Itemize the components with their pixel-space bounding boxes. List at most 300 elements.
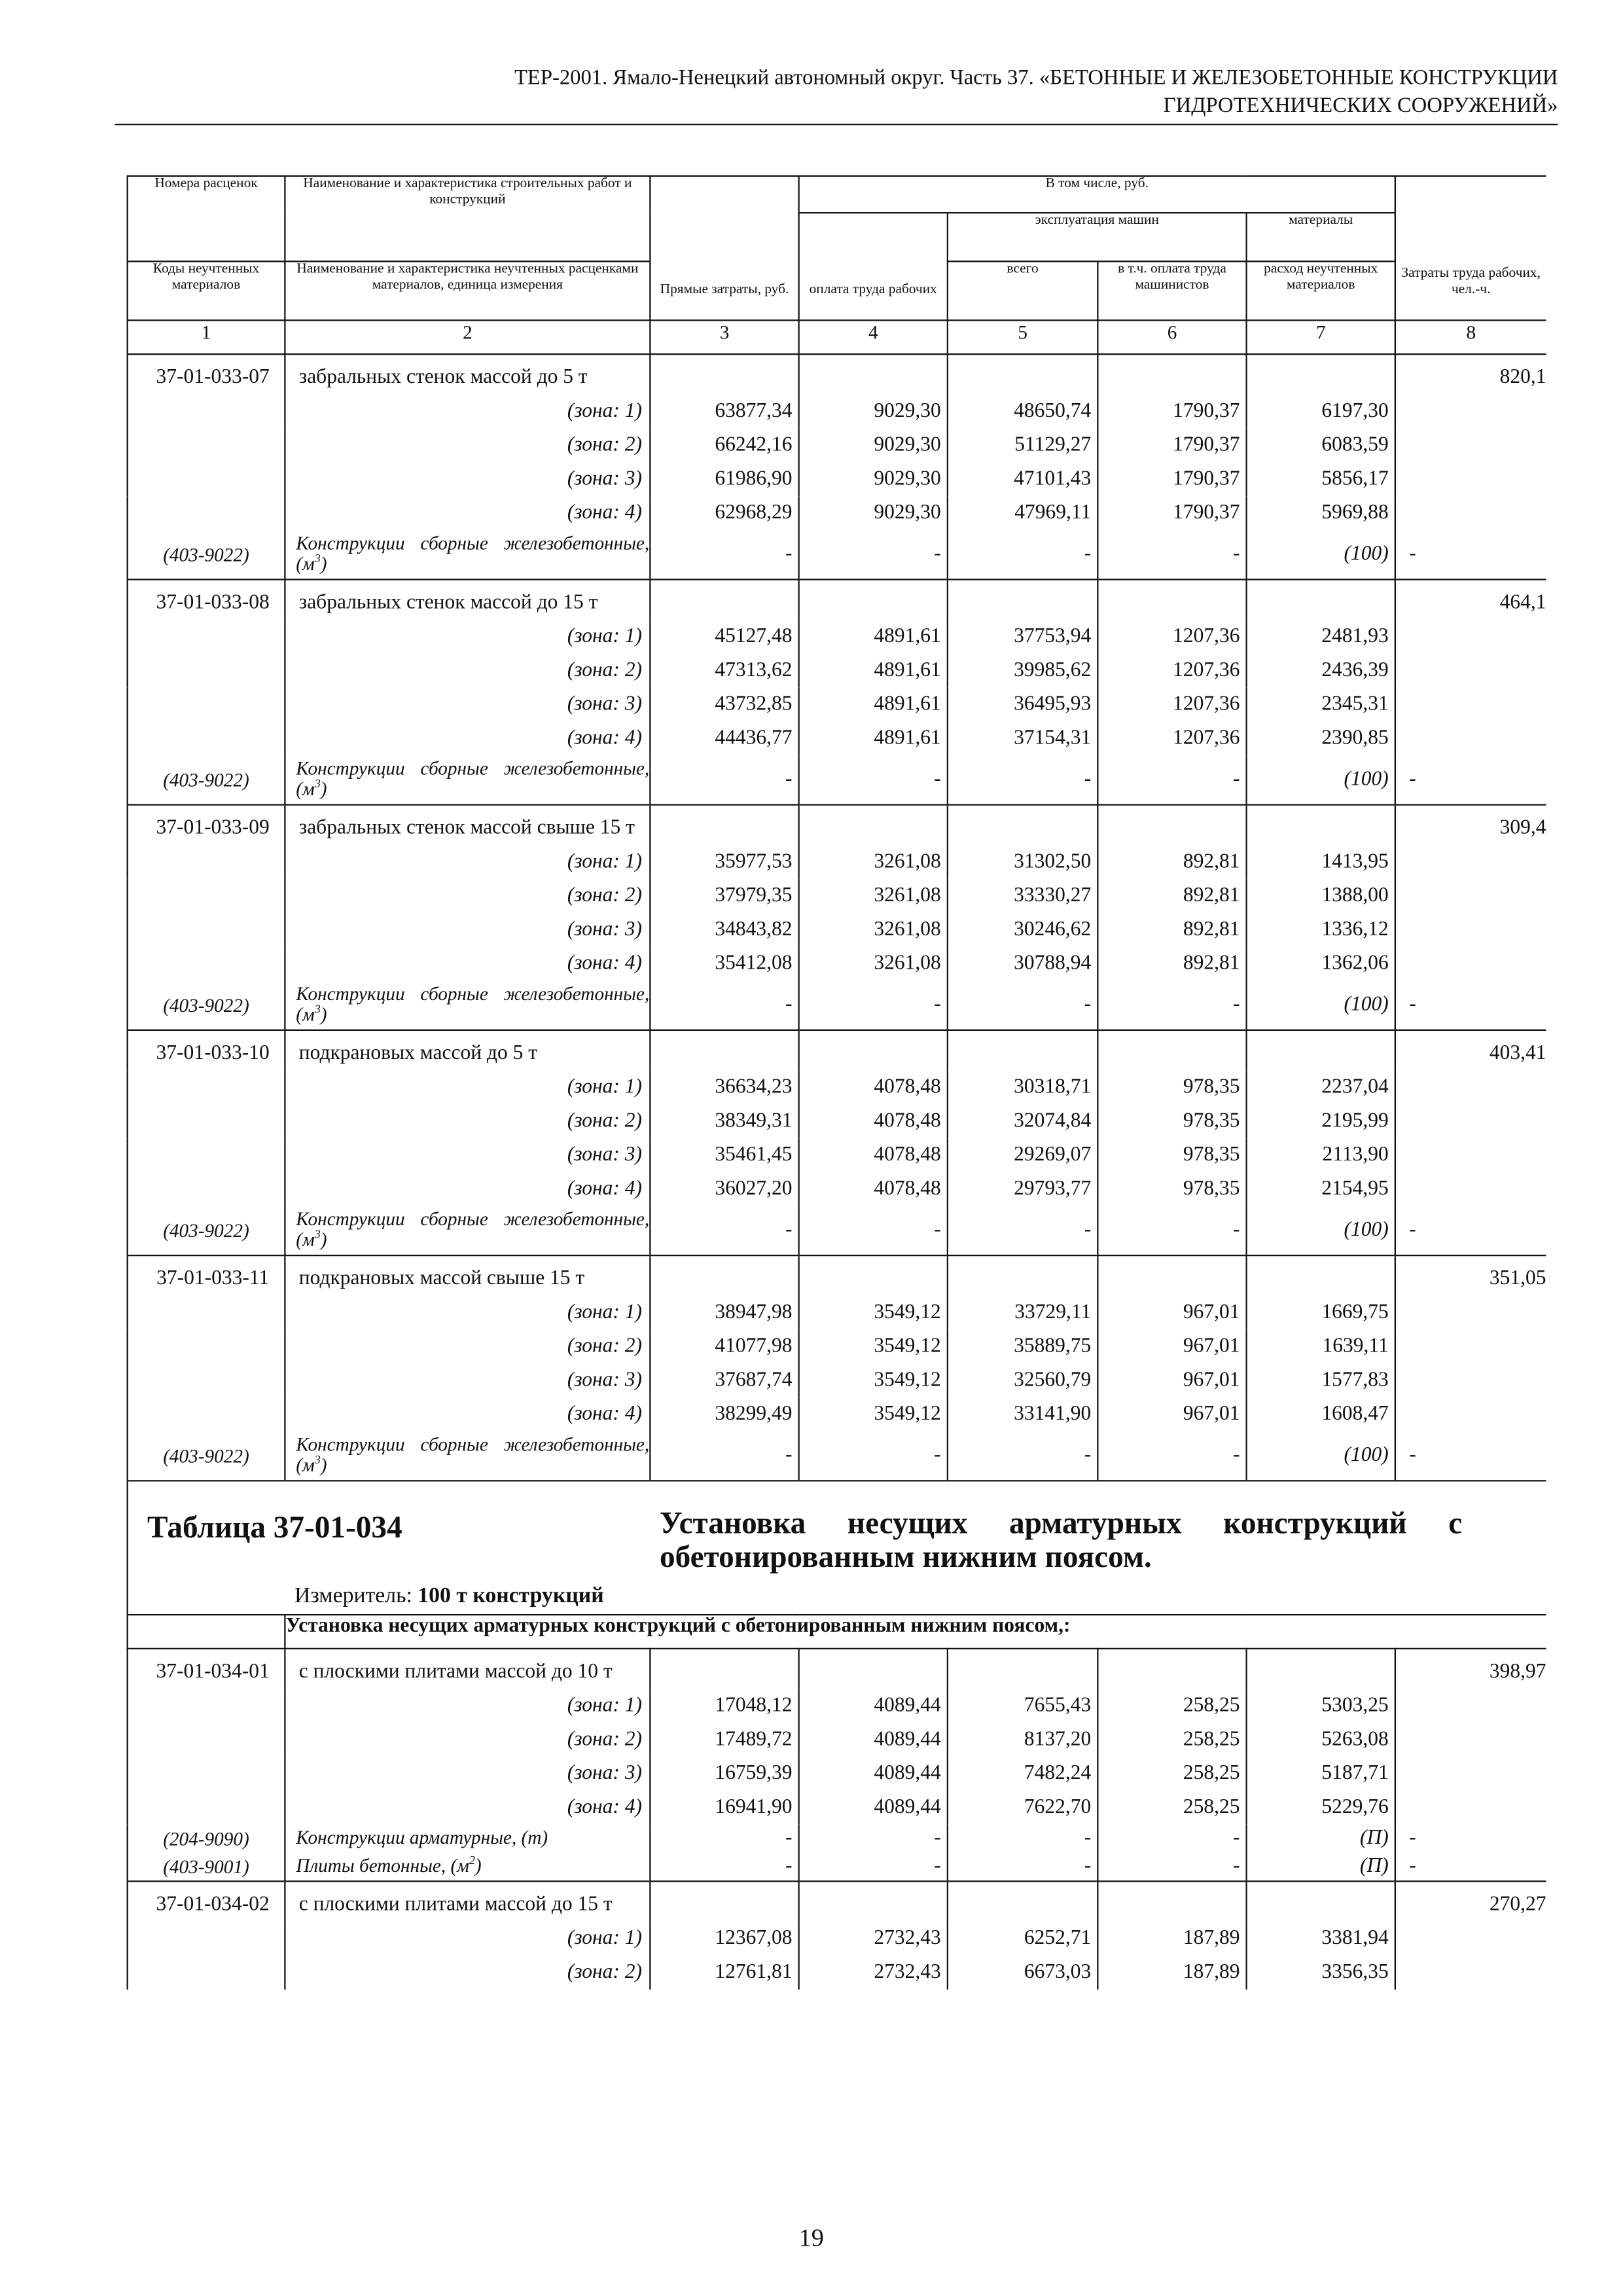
material-code: (403-9022) [128,755,285,804]
material-code: (403-9022) [128,981,285,1030]
zone-value: 3261,08 [799,947,948,981]
empty-cell [1395,1330,1546,1364]
zone-value: 4089,44 [799,1689,948,1723]
zone-row [128,463,1546,497]
empty-cell [1395,913,1546,947]
material-use: (100) [1247,981,1395,1030]
material-value: - [948,1825,1098,1853]
empty-cell [650,579,798,620]
zone-label: (зона: 2) [285,1330,650,1364]
zone-value: 7655,43 [948,1689,1098,1723]
empty-cell [128,846,285,880]
group-title: Установка несущих арматурных конструкций с обетонированным нижним поясом,: [285,1615,1546,1649]
section-heading-row [128,1480,1546,1615]
empty-cell [128,1138,285,1172]
empty-cell [128,1723,285,1757]
zone-value: 6673,03 [948,1956,1098,1990]
zone-row [128,620,1546,654]
material-unit-power: 3 [314,1227,321,1242]
empty-cell [1395,879,1546,913]
zone-value: 978,35 [1097,1138,1246,1172]
group-title-row [128,1615,1546,1649]
material-value: - [799,1431,948,1480]
empty-cell [128,879,285,913]
section-heading-cell [128,1480,1546,1615]
material-unit-power: 3 [314,777,321,791]
material-name-text: Конструкции сборные железобетонные, (м [296,1208,650,1251]
zone-value: 48650,74 [948,395,1098,429]
zone-value: 2732,43 [799,1922,948,1956]
zone-value: 3549,12 [799,1330,948,1364]
group-title-spacer [128,1615,285,1649]
rate-labor: 403,41 [1395,1030,1546,1071]
rate-title-row [128,579,1546,620]
empty-cell [948,1255,1098,1296]
zone-value: 36027,20 [650,1172,798,1206]
section-table-label: Таблица 37-01-034 [147,1509,402,1545]
zone-row [128,947,1546,981]
empty-cell [1395,722,1546,756]
material-value: - [1097,1825,1246,1853]
material-name-text: Конструкции сборные железобетонные, (м [296,531,650,575]
header-work-name: Наименование и характеристика строительных работ и конструкций [285,176,650,262]
material-code: (403-9001) [128,1853,285,1882]
zone-label: (зона: 1) [285,620,650,654]
material-name [285,1853,650,1882]
running-header-line-1: ТЕР-2001. Ямало-Ненецкий автономный округ. Часть 37. «БЕТОННЫЕ И ЖЕЛЕЗОБЕТОННЫЕ КОНСТРУКЦИИ [514,66,1558,90]
zone-label: (зона: 4) [285,496,650,530]
rate-labor: 820,1 [1395,354,1546,395]
column-number: 5 [948,320,1098,354]
material-labor: - [1395,981,1546,1030]
zone-value: 978,35 [1097,1071,1246,1105]
empty-cell [1097,1255,1246,1296]
empty-cell [1395,654,1546,688]
zone-value: 9029,30 [799,429,948,463]
zone-value: 1577,83 [1247,1364,1395,1398]
empty-cell [128,463,285,497]
zone-value: 4078,48 [799,1172,948,1206]
rate-code: 37-01-034-02 [128,1881,285,1922]
zone-value: 16941,90 [650,1791,798,1825]
zone-value: 3549,12 [799,1296,948,1330]
zone-value: 1669,75 [1247,1296,1395,1330]
material-value: - [1097,1853,1246,1882]
material-code: (403-9022) [128,1206,285,1255]
zone-value: 4891,61 [799,688,948,722]
material-row [128,1825,1546,1853]
empty-cell [948,354,1098,395]
material-unit-power: 2 [469,1854,475,1867]
rate-title-row [128,805,1546,846]
zone-value: 7622,70 [948,1791,1098,1825]
zone-value: 37979,35 [650,879,798,913]
material-name-end: ) [320,778,327,800]
empty-cell [1395,395,1546,429]
running-header [115,65,1558,121]
zone-value: 1639,11 [1247,1330,1395,1364]
zone-row [128,429,1546,463]
rate-name: забральных стенок массой до 5 т [285,354,650,395]
zone-value: 2345,31 [1247,688,1395,722]
empty-cell [128,947,285,981]
zone-value: 892,81 [1097,879,1246,913]
zone-value: 35461,45 [650,1138,798,1172]
zone-value: 35412,08 [650,947,798,981]
empty-cell [128,1757,285,1791]
section-heading-box [128,1482,1546,1615]
zone-label: (зона: 3) [285,1757,650,1791]
zone-row [128,1330,1546,1364]
material-value: - [948,1431,1098,1480]
empty-cell [1395,620,1546,654]
material-unit-power: 3 [314,552,321,565]
zone-value: 33330,27 [948,879,1098,913]
material-row [128,1206,1546,1255]
empty-cell [1395,1723,1546,1757]
material-use: (100) [1247,1431,1395,1480]
section-table-title: Установка несущих арматурных конструкций с обетонированным нижним поясом. [660,1505,1463,1575]
material-row [128,1431,1546,1480]
zone-value: 1207,36 [1097,688,1246,722]
column-number: 2 [285,320,650,354]
material-value: - [799,1825,948,1853]
zone-value: 3261,08 [799,913,948,947]
empty-cell [128,1689,285,1723]
zone-value: 1207,36 [1097,722,1246,756]
zone-row [128,722,1546,756]
material-value: - [1097,1206,1246,1255]
zone-value: 17048,12 [650,1689,798,1723]
column-number: 8 [1395,320,1546,354]
zone-row [128,395,1546,429]
zone-label: (зона: 4) [285,1172,650,1206]
zone-value: 5969,88 [1247,496,1395,530]
zone-value: 36495,93 [948,688,1098,722]
material-name [285,981,650,1030]
material-value: - [948,755,1098,804]
zone-row [128,1956,1546,1990]
rate-name: с плоскими плитами массой до 10 т [285,1649,650,1689]
zone-value: 1790,37 [1097,496,1246,530]
empty-cell [128,1172,285,1206]
zone-label: (зона: 2) [285,1105,650,1139]
zone-value: 1362,06 [1247,947,1395,981]
empty-cell [799,1030,948,1071]
empty-cell [948,1881,1098,1922]
material-value: - [799,1853,948,1882]
material-value: - [650,1825,798,1853]
zone-value: 2154,95 [1247,1172,1395,1206]
material-value: - [799,755,948,804]
empty-cell [1395,1397,1546,1431]
material-name [285,530,650,579]
material-use: (100) [1247,1206,1395,1255]
empty-cell [1395,1922,1546,1956]
zone-value: 2237,04 [1247,1071,1395,1105]
zone-row [128,1071,1546,1105]
rate-code: 37-01-033-07 [128,354,285,395]
empty-cell [1395,1105,1546,1139]
material-code: (204-9090) [128,1825,285,1853]
zone-value: 2436,39 [1247,654,1395,688]
zone-value: 47313,62 [650,654,798,688]
zone-value: 4089,44 [799,1723,948,1757]
empty-cell [128,1397,285,1431]
zone-value: 258,25 [1097,1689,1246,1723]
empty-cell [1395,846,1546,880]
zone-value: 17489,72 [650,1723,798,1757]
zone-value: 39985,62 [948,654,1098,688]
rate-title-row [128,1030,1546,1071]
empty-cell [128,913,285,947]
rate-name: забральных стенок массой свыше 15 т [285,805,650,846]
material-row [128,981,1546,1030]
header-rule [115,124,1558,125]
zone-value: 4891,61 [799,620,948,654]
zone-value: 4078,48 [799,1105,948,1139]
zone-row [128,1105,1546,1139]
material-name [285,755,650,804]
zone-value: 5187,71 [1247,1757,1395,1791]
zone-label: (зона: 1) [285,846,650,880]
zone-label: (зона: 3) [285,913,650,947]
zone-value: 2195,99 [1247,1105,1395,1139]
material-unit-power: 3 [314,1453,321,1467]
zone-value: 187,89 [1097,1956,1246,1990]
material-row [128,755,1546,804]
zone-value: 2113,90 [1247,1138,1395,1172]
zone-value: 2481,93 [1247,620,1395,654]
table-header-row-1 [128,176,1546,213]
zone-label: (зона: 2) [285,879,650,913]
zone-value: 30246,62 [948,913,1098,947]
material-name-end: ) [320,1228,327,1251]
zone-value: 33729,11 [948,1296,1098,1330]
empty-cell [128,1296,285,1330]
material-value: - [799,1206,948,1255]
zone-value: 41077,98 [650,1330,798,1364]
empty-cell [1395,688,1546,722]
section-meter-value: 100 т конструкций [418,1585,604,1608]
material-value: - [1097,755,1246,804]
header-unaccounted-codes: Коды неучтенных материалов [128,261,285,320]
zone-label: (зона: 4) [285,1791,650,1825]
zone-label: (зона: 2) [285,429,650,463]
zone-row [128,846,1546,880]
column-number: 7 [1247,320,1395,354]
material-labor: - [1395,1853,1546,1882]
rate-title-row [128,1881,1546,1922]
empty-cell [128,1364,285,1398]
empty-cell [1395,1791,1546,1825]
material-value: - [799,981,948,1030]
zone-value: 5229,76 [1247,1791,1395,1825]
material-labor: - [1395,755,1546,804]
zone-value: 36634,23 [650,1071,798,1105]
header-including: В том числе, руб. [799,176,1395,213]
empty-cell [1247,579,1395,620]
empty-cell [799,1881,948,1922]
empty-cell [799,805,948,846]
zone-value: 5856,17 [1247,463,1395,497]
empty-cell [1395,1689,1546,1723]
material-use: (100) [1247,755,1395,804]
zone-row [128,1757,1546,1791]
zone-row [128,496,1546,530]
header-operators-wages: в т.ч. оплата труда машинистов [1097,261,1246,320]
empty-cell [128,722,285,756]
empty-cell [650,1881,798,1922]
material-value: - [948,1853,1098,1882]
zone-value: 12367,08 [650,1922,798,1956]
zone-value: 892,81 [1097,913,1246,947]
zone-value: 66242,16 [650,429,798,463]
zone-value: 5263,08 [1247,1723,1395,1757]
header-direct-costs: Прямые затраты, руб. [650,176,798,321]
zone-value: 967,01 [1097,1296,1246,1330]
header-machines-total: всего [948,261,1098,320]
material-value: - [650,1206,798,1255]
zone-label: (зона: 1) [285,1296,650,1330]
zone-value: 1388,00 [1247,879,1395,913]
rate-code: 37-01-033-11 [128,1255,285,1296]
empty-cell [1395,947,1546,981]
column-numbers-row [128,320,1546,354]
empty-cell [948,579,1098,620]
material-unit-power: 3 [314,1002,321,1016]
zone-value: 47969,11 [948,496,1098,530]
header-machines: эксплуатация машин [948,213,1247,261]
material-labor: - [1395,1825,1546,1853]
zone-label: (зона: 1) [285,1922,650,1956]
empty-cell [1097,1030,1246,1071]
rate-name: забральных стенок массой до 15 т [285,579,650,620]
empty-cell [650,1030,798,1071]
zone-value: 892,81 [1097,846,1246,880]
zone-value: 967,01 [1097,1330,1246,1364]
empty-cell [1247,805,1395,846]
empty-cell [1247,354,1395,395]
zone-value: 29793,77 [948,1172,1098,1206]
zone-row [128,1138,1546,1172]
material-value: - [650,1853,798,1882]
zone-value: 5303,25 [1247,1689,1395,1723]
empty-cell [128,654,285,688]
zone-value: 37753,94 [948,620,1098,654]
zone-row [128,1364,1546,1398]
empty-cell [1395,1296,1546,1330]
zone-value: 9029,30 [799,496,948,530]
zone-value: 3381,94 [1247,1922,1395,1956]
zone-label: (зона: 4) [285,722,650,756]
zone-value: 187,89 [1097,1922,1246,1956]
zone-label: (зона: 3) [285,1138,650,1172]
header-material-use: расход неучтенных материалов [1247,261,1395,320]
zone-value: 6197,30 [1247,395,1395,429]
material-name-text: Конструкции сборные железобетонные, (м [296,757,650,800]
zone-row [128,1922,1546,1956]
material-name-text: Конструкции сборные железобетонные, (м [296,1433,650,1476]
zone-row [128,1397,1546,1431]
material-name-text: Плиты бетонные, (м [296,1854,469,1876]
zone-label: (зона: 1) [285,395,650,429]
material-row [128,530,1546,579]
column-number: 6 [1097,320,1246,354]
zone-value: 4078,48 [799,1138,948,1172]
rate-code: 37-01-033-10 [128,1030,285,1071]
zone-value: 258,25 [1097,1757,1246,1791]
empty-cell [1097,805,1246,846]
zone-value: 38947,98 [650,1296,798,1330]
zone-row [128,688,1546,722]
zone-value: 31302,50 [948,846,1098,880]
material-use: (П) [1247,1825,1395,1853]
zone-value: 30788,94 [948,947,1098,981]
zone-label: (зона: 3) [285,1364,650,1398]
material-name-end: ) [474,1854,482,1876]
zone-value: 892,81 [1097,947,1246,981]
empty-cell [1395,1956,1546,1990]
empty-cell [128,429,285,463]
zone-row [128,654,1546,688]
zone-value: 4078,48 [799,1071,948,1105]
empty-cell [1247,1030,1395,1071]
zone-value: 1413,95 [1247,846,1395,880]
zone-value: 4891,61 [799,654,948,688]
zone-value: 51129,27 [948,429,1098,463]
zone-label: (зона: 3) [285,688,650,722]
material-use: (100) [1247,530,1395,579]
column-number: 4 [799,320,948,354]
empty-cell [1395,1364,1546,1398]
zone-value: 2390,85 [1247,722,1395,756]
zone-value: 9029,30 [799,395,948,429]
empty-cell [650,354,798,395]
material-value: - [650,981,798,1030]
empty-cell [1247,1649,1395,1689]
empty-cell [650,1255,798,1296]
rate-labor: 270,27 [1395,1881,1546,1922]
zone-row [128,913,1546,947]
empty-cell [128,620,285,654]
empty-cell [128,1922,285,1956]
rate-title-row [128,1255,1546,1296]
zone-label: (зона: 4) [285,1397,650,1431]
section-meter-label: Измеритель: [294,1585,412,1608]
zone-value: 4089,44 [799,1757,948,1791]
material-name [285,1206,650,1255]
zone-value: 7482,24 [948,1757,1098,1791]
material-code: (403-9022) [128,1431,285,1480]
zone-value: 37154,31 [948,722,1098,756]
empty-cell [128,688,285,722]
zone-value: 1207,36 [1097,620,1246,654]
zone-row [128,1296,1546,1330]
zone-value: 43732,85 [650,688,798,722]
rate-labor: 309,4 [1395,805,1546,846]
zone-value: 1336,12 [1247,913,1395,947]
empty-cell [799,354,948,395]
zone-label: (зона: 1) [285,1689,650,1723]
material-row [128,1853,1546,1882]
zone-value: 8137,20 [948,1723,1098,1757]
header-unaccounted-name: Наименование и характеристика неучтенных расценками материалов, единица измерения [285,261,650,320]
rate-name: подкрановых массой свыше 15 т [285,1255,650,1296]
zone-value: 61986,90 [650,463,798,497]
material-name [285,1825,650,1853]
material-labor: - [1395,1431,1546,1480]
